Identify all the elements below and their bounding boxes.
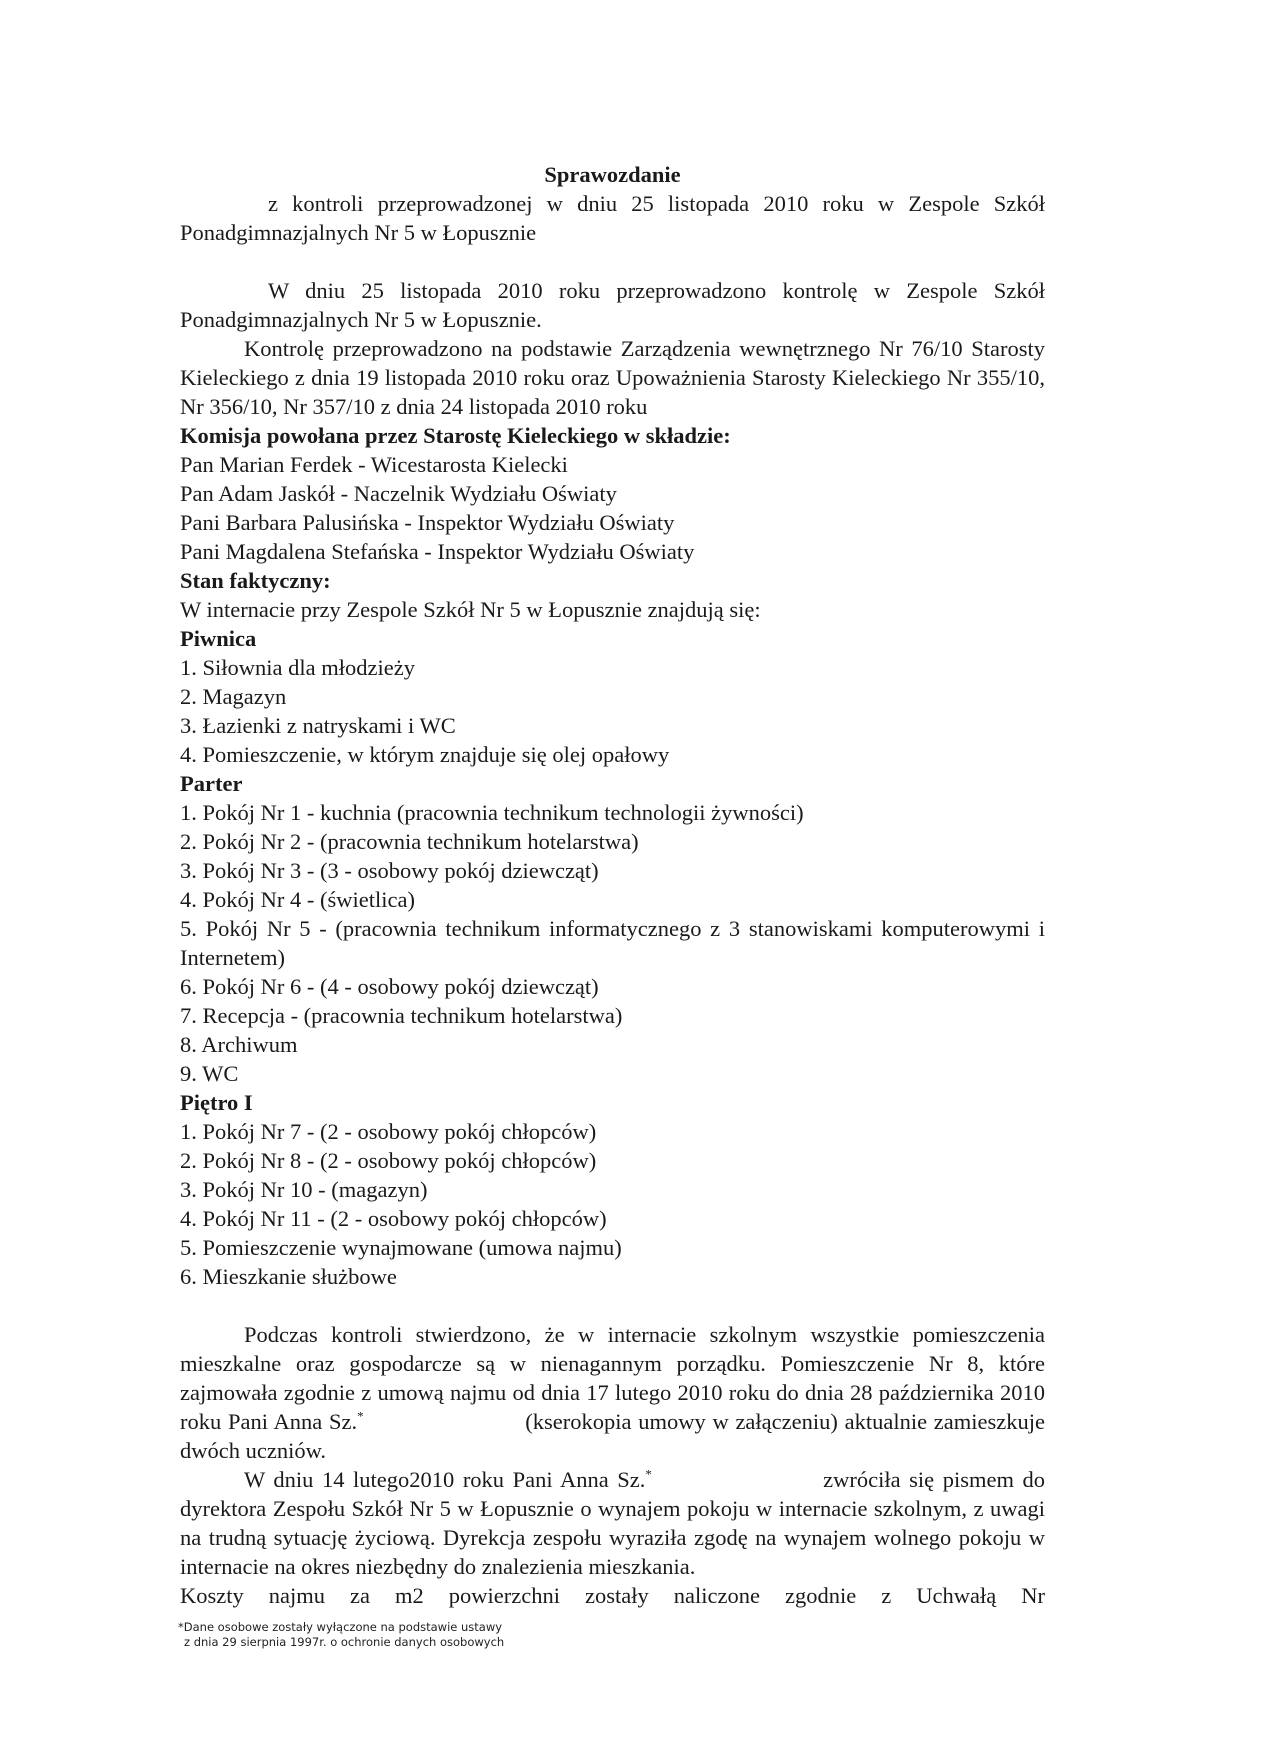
basement-item: 2. Magazyn [180,684,287,709]
first-floor-item: 6. Mieszkanie służbowe [180,1264,397,1289]
state-intro: W internacie przy Zespole Szkół Nr 5 w Łopusznie znajdują się: [180,597,761,622]
asterisk-mark: * [357,1408,364,1424]
ground-floor-item: 1. Pokój Nr 1 - kuchnia (pracownia technikum technologii żywności) [180,800,804,825]
basement-item: 4. Pomieszczenie, w którym znajduje się olej opałowy [180,742,670,767]
commission-member: Pani Magdalena Stefańska - Inspektor Wydziału Oświaty [180,539,695,564]
asterisk-mark: * [645,1466,652,1482]
findings-text: zwróciła się pismem do dyrektora Zespołu Szkół Nr 5 w Łopusznie o wynajem pokoju w internacie szkolnym, z uwagi na trudną sytuację życiową. Dyrekcja zespołu wyraziła zgodę na wynajem wolnego pokoju w internacie na okres niezbędny do znalezienia mieszkania. [180,1467,1046,1579]
ground-floor-item: 3. Pokój Nr 3 - (3 - osobowy pokój dziewcząt) [180,858,599,883]
ground-floor-item: 9. WC [180,1061,239,1086]
findings-text: W dniu 14 lutego2010 roku Pani Anna Sz. [244,1467,646,1492]
footnote [178,1620,504,1650]
first-floor-item: 4. Pokój Nr 11 - (2 - osobowy pokój chłopców) [180,1206,607,1231]
ground-floor-item: 8. Archiwum [180,1032,298,1057]
commission-member: Pan Marian Ferdek - Wicestarosta Kielecki [180,452,568,477]
ground-floor-item: 2. Pokój Nr 2 - (pracownia technikum hotelarstwa) [180,829,639,854]
findings-text: (kserokopia umowy w załączeniu) aktualnie zamieszkuje dwóch uczniów. [180,1409,1045,1463]
ground-floor-item: 4. Pokój Nr 4 - (świetlica) [180,887,415,912]
document-page [180,160,1045,1610]
first-floor-item: 5. Pomieszczenie wynajmowane (umowa najmu) [180,1235,622,1260]
document-title: Sprawozdanie [544,162,681,187]
first-floor-item: 3. Pokój Nr 10 - (magazyn) [180,1177,428,1202]
ground-floor-item: 6. Pokój Nr 6 - (4 - osobowy pokój dziewcząt) [180,974,599,999]
commission-heading: Komisja powołana przez Starostę Kieleckiego w składzie: [180,423,731,448]
first-floor-heading: Piętro I [180,1090,253,1115]
ground-floor-item: 5. Pokój Nr 5 - (pracownia technikum informatycznego z 3 stanowiskami komputerowymi i Internetem) [180,916,1045,970]
footnote-line2: z dnia 29 sierpnia 1997r. o ochronie danych osobowych [184,1635,505,1649]
intro-paragraph-2: Kontrolę przeprowadzono na podstawie Zarządzenia wewnętrznego Nr 76/10 Starosty Kieleckiego z dnia 19 listopada 2010 roku oraz Upoważnienia Starosty Kieleckiego Nr 355/10, Nr 356/10, Nr 357/10 z dnia 24 listopada 2010 roku [180,336,1045,419]
findings-paragraph-3: Koszty najmu za m2 powierzchni zostały naliczone zgodnie z Uchwałą Nr [180,1583,1045,1608]
intro-paragraph-1: W dniu 25 listopada 2010 roku przeprowadzono kontrolę w Zespole Szkół Ponadgimnazjalnych Nr 5 w Łopusznie. [180,278,1045,332]
findings-text: Podczas kontroli stwierdzono, że w internacie szkolnym wszystkie pomieszczenia mieszkalne oraz gospodarcze są w nienagannym porządku. Pomieszczenie Nr 8, które zajmowała zgodnie z umową najmu od dnia 17 lutego 2010 roku do dnia 28 października 2010 roku Pani Anna Sz. [180,1322,1045,1434]
commission-member: Pan Adam Jaskół - Naczelnik Wydziału Oświaty [180,481,617,506]
document-subtitle-line1: z kontroli przeprowadzonej w dniu 25 listopada 2010 roku w Zespole Szkół [268,191,1045,216]
findings-paragraph-1 [180,1320,1045,1465]
basement-item: 3. Łazienki z natryskami i WC [180,713,456,738]
first-floor-item: 1. Pokój Nr 7 - (2 - osobowy pokój chłopców) [180,1119,597,1144]
ground-floor-heading: Parter [180,771,243,796]
first-floor-item: 2. Pokój Nr 8 - (2 - osobowy pokój chłopców) [180,1148,597,1173]
basement-heading: Piwnica [180,626,257,651]
spacer [180,247,1045,276]
findings-paragraph-2 [180,1465,1045,1581]
commission-member: Pani Barbara Palusińska - Inspektor Wydziału Oświaty [180,510,675,535]
footnote-line1: *Dane osobowe zostały wyłączone na podstawie ustawy [178,1620,503,1634]
spacer [180,1291,1045,1320]
document-subtitle-line2: Ponadgimnazjalnych Nr 5 w Łopusznie [180,220,537,245]
ground-floor-item: 7. Recepcja - (pracownia technikum hotelarstwa) [180,1003,623,1028]
basement-item: 1. Siłownia dla młodzieży [180,655,415,680]
state-heading: Stan faktyczny: [180,568,331,593]
